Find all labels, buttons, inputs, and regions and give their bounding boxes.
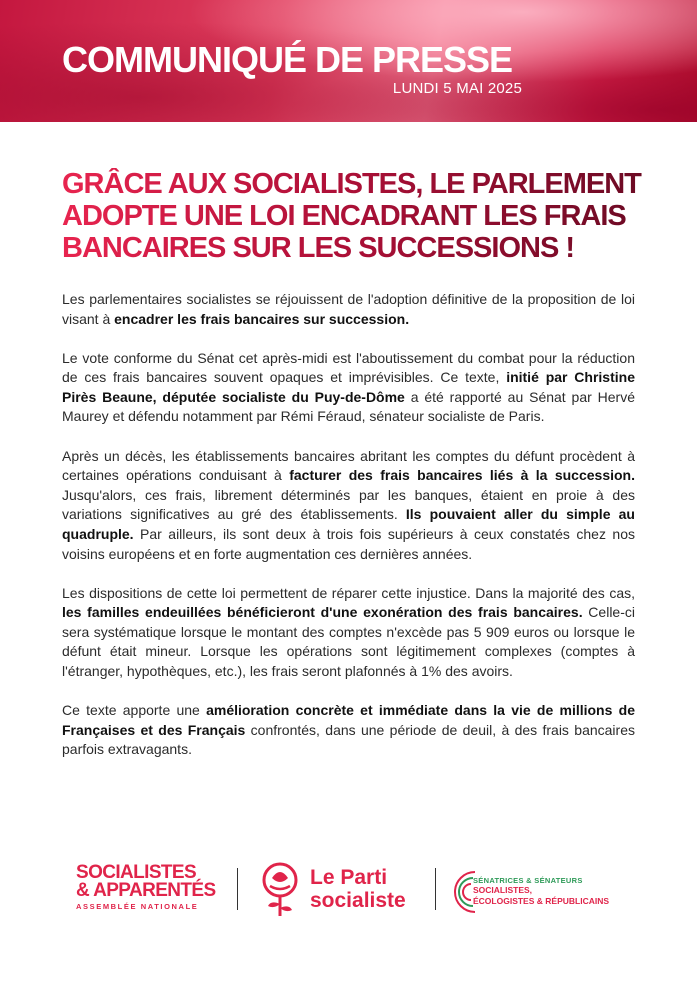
- paragraph-2: Le vote conforme du Sénat cet après-midi est l'aboutissement du combat pour la réduction de ces frais bancaires souvent opaques et imprévisibles. Ce texte, initié par Christine Pirès Beaune, députée socialiste du Puy-de-Dôme a été rapporté au Sénat par Hervé Maurey et défendu notamment par Rémi Féraud, sénateur socialiste de Paris.: [62, 349, 635, 425]
- socialistes-apparentes-logo: [76, 864, 226, 911]
- headline-line: ADOPTE UNE LOI ENCADRANT LES FRAIS: [62, 200, 626, 232]
- headline-line: BANCAIRES SUR LES SUCCESSIONS !: [62, 232, 575, 264]
- paragraph-3: Après un décès, les établissements bancaires abritant les comptes du défunt procèdent à certaines opérations conduisant à facturer des frais bancaires liés à la succession. Jusqu'alors, ces frais, librement déterminés par les banques, étaient en proie à des variations significatives au gré des établissements. Ils pouvaient aller du simple au quadruple. Par ailleurs, ils sont deux à trois fois supérieurs à ceux constatés chez nos voisins européens et en forte augmentation ces dernières années.: [62, 447, 635, 562]
- header-banner: [0, 0, 697, 122]
- paragraph-4: Les dispositions de cette loi permettent de réparer cette injustice. Dans la majorité des cas, les familles endeuillées bénéficieront d'une exonération des frais bancaires. Celle-ci sera systématique lorsque le montant des comptes n'excède pas 5 909 euros ou lorsque le défunt était mineur. Lorsque les opérations sont légitimement complexes (comptes à l'étranger, hypothèques, etc.), les frais seront plafonnés à 1% des avoirs.: [62, 584, 635, 679]
- logo-divider: [237, 868, 238, 910]
- sa-logo-line1: SOCIALISTES: [76, 862, 197, 883]
- header-date: LUNDI 5 MAI 2025: [392, 80, 522, 97]
- ps-logo-text: Le Parti socialiste: [310, 866, 406, 912]
- rose-icon: [258, 860, 304, 918]
- senat-logo-text: SÉNATRICES & SÉNATEURS SOCIALISTES, ÉCOLOGISTES & RÉPUBLICAINS: [473, 876, 610, 906]
- headline-line: GRÂCE AUX SOCIALISTES, LE PARLEMENT: [62, 168, 641, 200]
- headline: [62, 168, 652, 264]
- paragraph-5: Ce texte apporte une amélioration concrète et immédiate dans la vie de millions de Françaises et des Français confrontés, dans une période de deuil, à des frais bancaires parfois extravagants.: [62, 702, 635, 758]
- body-text: [62, 290, 635, 779]
- parti-socialiste-logo: [258, 860, 428, 920]
- sa-logo-line2: & APPARENTÉS: [76, 880, 216, 901]
- senat-group-logo: [449, 864, 649, 920]
- footer-logos: [0, 852, 697, 932]
- logo-divider: [435, 868, 436, 910]
- sa-logo-line3: ASSEMBLÉE NATIONALE: [76, 902, 199, 911]
- paragraph-1: Les parlementaires socialistes se réjouissent de l'adoption définitive de la proposition de loi visant à encadrer les frais bancaires sur succession.: [62, 291, 635, 327]
- header-title: COMMUNIQUÉ DE PRESSE: [62, 39, 513, 80]
